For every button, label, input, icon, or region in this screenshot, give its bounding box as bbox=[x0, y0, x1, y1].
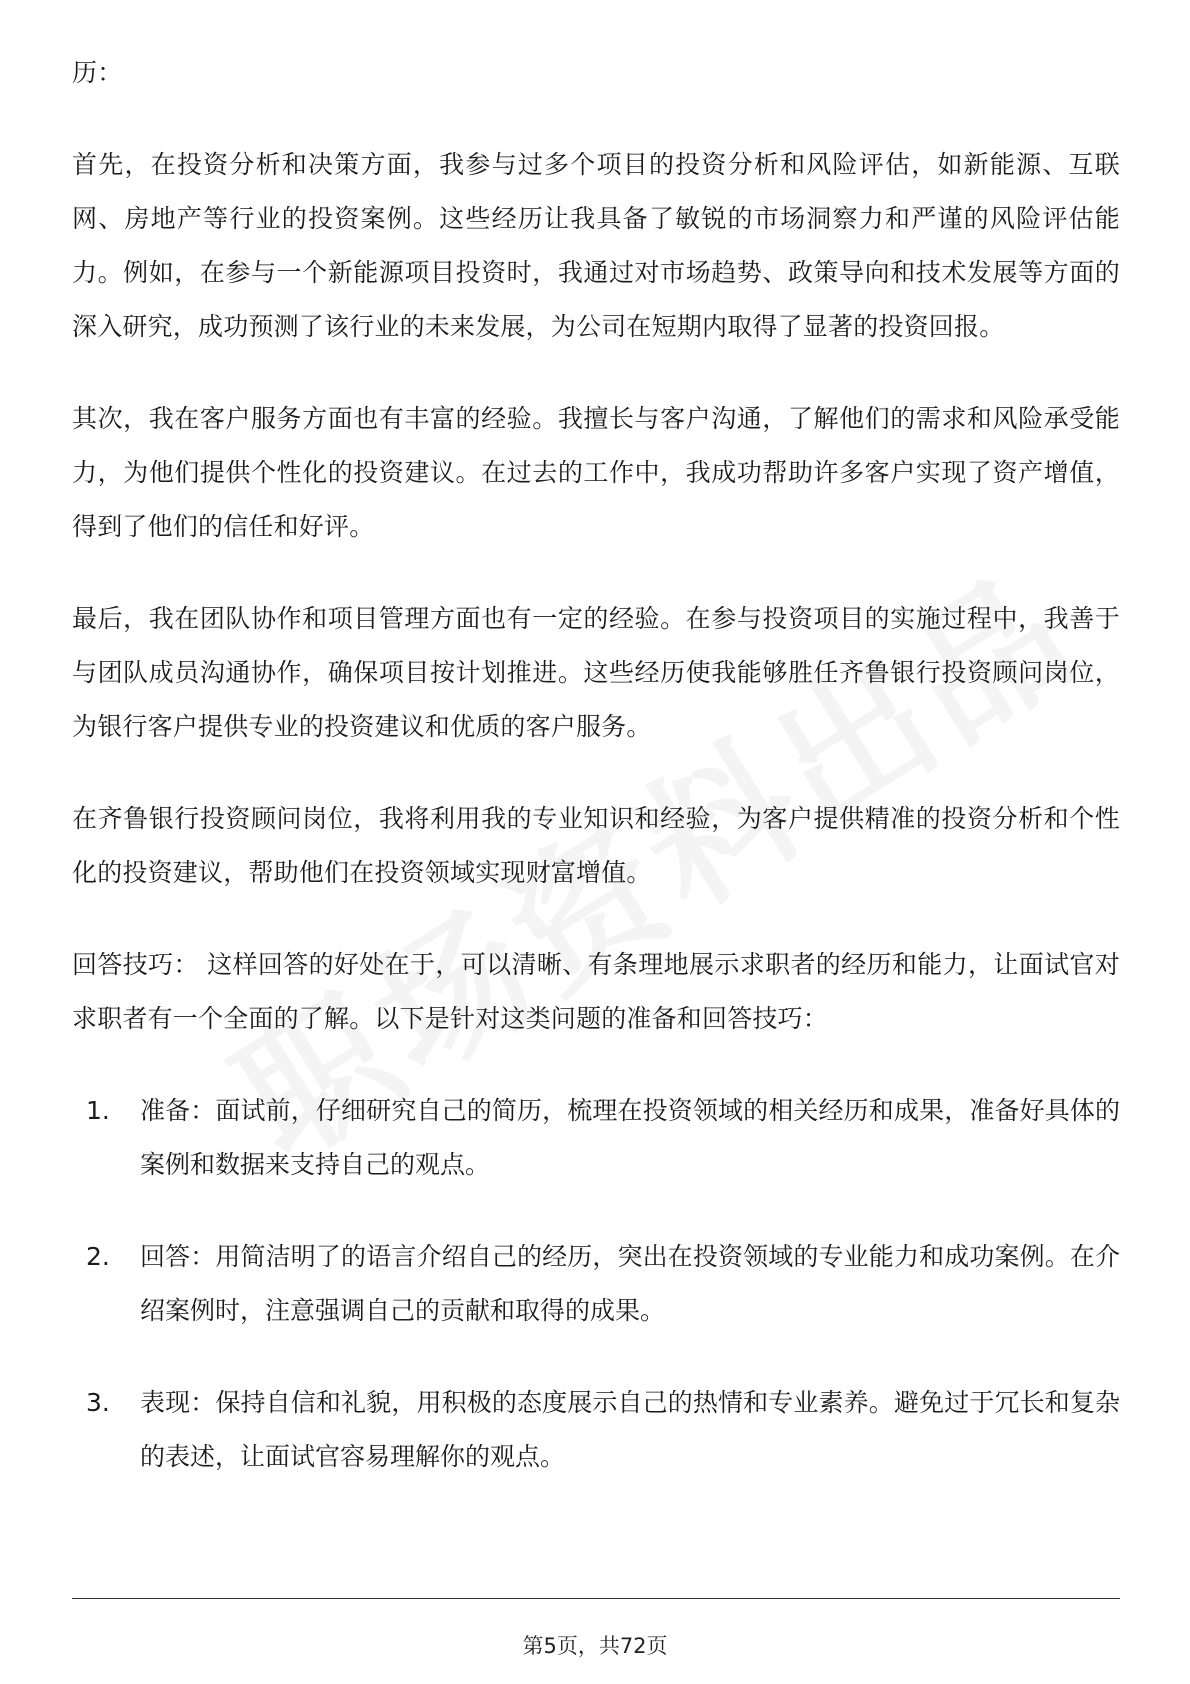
list-item-text: 回答：用简洁明了的语言介绍自己的经历，突出在投资领域的专业能力和成功案例。在介绍案例时，注意强调自己的贡献和取得的成果。 bbox=[140, 1242, 1120, 1325]
list-item bbox=[72, 1230, 1120, 1338]
list-item-text: 表现：保持自信和礼貌，用积极的态度展示自己的热情和专业素养。避免过于冗长和复杂的表述，让面试官容易理解你的观点。 bbox=[140, 1388, 1120, 1471]
list-item-text: 准备：面试前，仔细研究自己的简历，梳理在投资领域的相关经历和成果，准备好具体的案例和数据来支持自己的观点。 bbox=[140, 1096, 1120, 1179]
paragraph-continuation: 历： bbox=[72, 58, 123, 87]
paragraph-team-collaboration: 最后，我在团队协作和项目管理方面也有一定的经验。在参与投资项目的实施过程中，我善于与团队成员沟通协作，确保项目按计划推进。这些经历使我能够胜任齐鲁银行投资顾问岗位，为银行客户提供专业的投资建议和优质的客户服务。 bbox=[72, 604, 1120, 741]
footer-divider bbox=[72, 1598, 1120, 1599]
page-number: 第5页，共72页 bbox=[522, 1634, 668, 1658]
paragraph-investment-analysis: 首先，在投资分析和决策方面，我参与过多个项目的投资分析和风险评估，如新能源、互联网、房地产等行业的投资案例。这些经历让我具备了敏锐的市场洞察力和严谨的风险评估能力。例如，在参与一个新能源项目投资时，我通过对市场趋势、政策导向和技术发展等方面的深入研究，成功预测了该行业的未来发展，为公司在短期内取得了显著的投资回报。 bbox=[72, 150, 1120, 341]
list-item-number: 1. bbox=[86, 1096, 110, 1125]
list-item-number: 2. bbox=[86, 1242, 110, 1271]
tips-list bbox=[72, 1084, 1120, 1484]
paragraph-client-service: 其次，我在客户服务方面也有丰富的经验。我擅长与客户沟通，了解他们的需求和风险承受能力，为他们提供个性化的投资建议。在过去的工作中，我成功帮助许多客户实现了资产增值，得到了他们的信任和好评。 bbox=[72, 404, 1120, 541]
list-item-number: 3. bbox=[86, 1388, 110, 1417]
page-content bbox=[72, 46, 1120, 1484]
list-item bbox=[72, 1376, 1120, 1484]
paragraph-conclusion: 在齐鲁银行投资顾问岗位，我将利用我的专业知识和经验，为客户提供精准的投资分析和个性化的投资建议，帮助他们在投资领域实现财富增值。 bbox=[72, 804, 1120, 887]
paragraph-answer-tips: 回答技巧： 这样回答的好处在于，可以清晰、有条理地展示求职者的经历和能力，让面试官对求职者有一个全面的了解。以下是针对这类问题的准备和回答技巧： bbox=[72, 950, 1120, 1033]
list-item bbox=[72, 1084, 1120, 1192]
